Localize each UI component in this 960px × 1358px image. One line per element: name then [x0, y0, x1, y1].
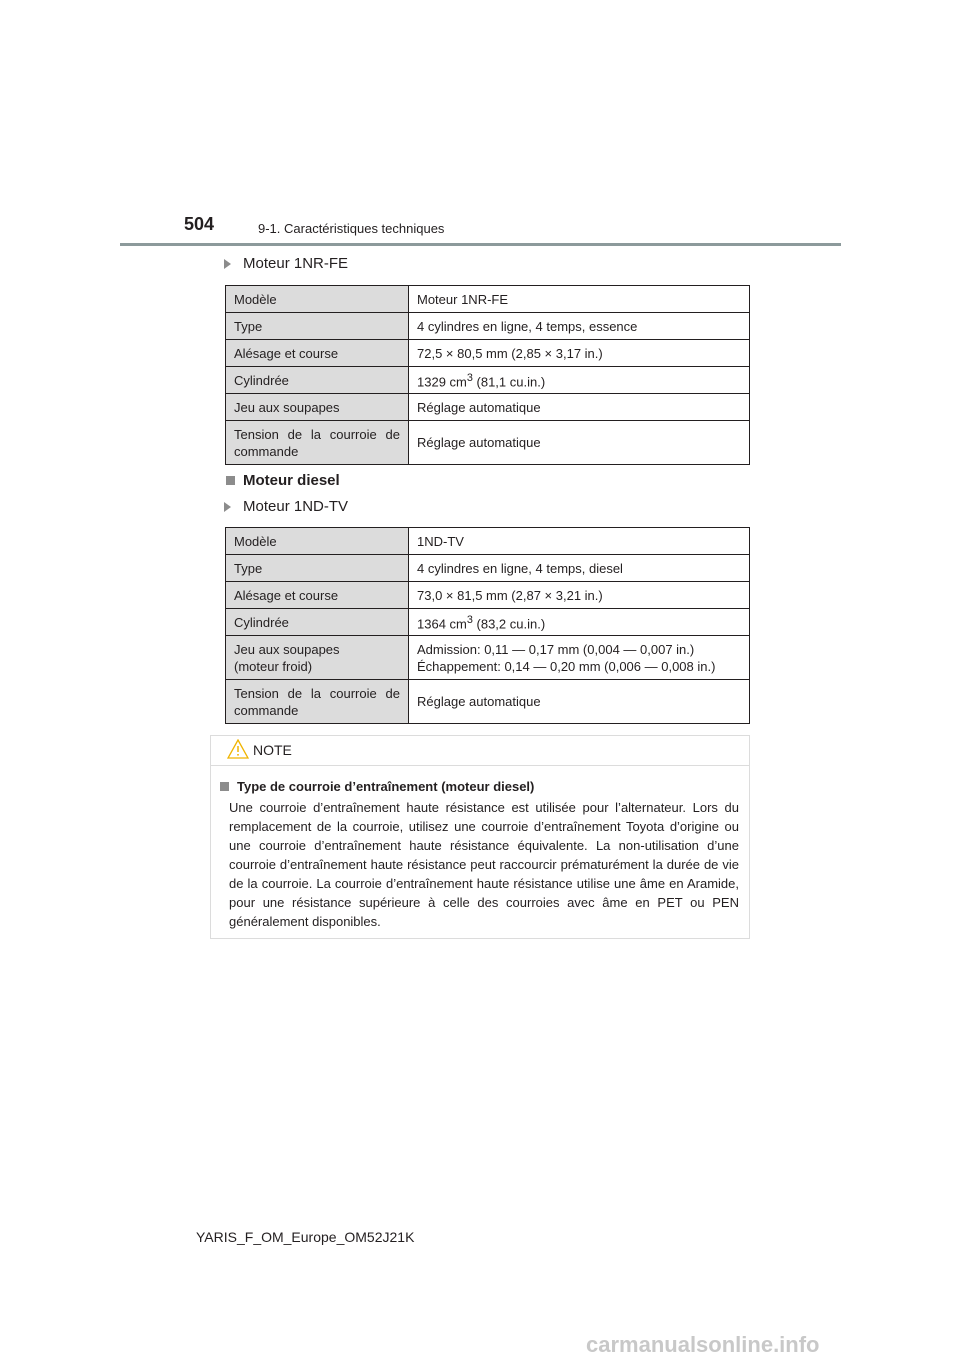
subheading-1nd-text: Moteur 1ND-TV: [243, 498, 349, 515]
row-label: Cylindrée: [226, 367, 409, 394]
row-label: [226, 421, 409, 465]
triangle-bullet-icon: [224, 502, 231, 512]
subheading-1nr: [224, 255, 348, 272]
row-value-line-2: Échappement: 0,14 — 0,20 mm (0,006 — 0,008 in.): [417, 658, 716, 674]
row-label-line-1: Jeu aux soupapes: [234, 641, 340, 657]
row-value: [409, 636, 750, 680]
spec-table-1nr: [225, 285, 750, 465]
value-main: 1329 cm: [417, 374, 467, 390]
heading-diesel-text: Moteur diesel: [243, 472, 340, 489]
table-row: [226, 421, 750, 465]
subheading-1nd: [224, 498, 348, 515]
table-row: [226, 313, 750, 340]
heading-diesel: [226, 472, 340, 489]
row-value: Réglage automatique: [409, 394, 750, 421]
row-label: Type: [226, 313, 409, 340]
row-value: 1ND-TV: [409, 528, 750, 555]
row-label: Modèle: [226, 528, 409, 555]
square-bullet-icon: [226, 476, 235, 485]
row-value-line-1: Admission: 0,11 — 0,17 mm (0,004 — 0,007 in.): [417, 641, 695, 657]
note-label: NOTE: [253, 742, 292, 758]
value-superscript: 3: [466, 372, 473, 384]
row-label-line-2: commande: [234, 443, 299, 459]
note-title: [220, 779, 534, 794]
row-value: Réglage automatique: [409, 680, 750, 724]
footer-code: YARIS_F_OM_Europe_OM52J21K: [196, 1229, 415, 1245]
row-label: Jeu aux soupapes: [226, 394, 409, 421]
watermark: carmanualsonline.info: [586, 1332, 820, 1357]
row-label-line-1: Tension de la courroie de: [234, 426, 400, 442]
row-value: Réglage automatique: [409, 421, 750, 465]
table-row: [226, 367, 750, 394]
row-label-line-2: (moteur froid): [234, 658, 313, 674]
table-row: [226, 528, 750, 555]
row-value: 4 cylindres en ligne, 4 temps, diesel: [409, 555, 750, 582]
table-row: [226, 286, 750, 313]
note-body: Une courroie d’entraînement haute résistance est utilisée pour l’alternateur. Lors du remplacement de la courroie, utilisez une courroie d’entraînement Toyota d’origine ou une courroie d’entraînement haute résistance équivalente. La non-utilisation d’une courroie d’entraînement haute résistance peut raccourcir prématurément la durée de vie de la courroie. La courroie d’entraînement haute résistance utilise une âme en Aramide, pour une résistance supérieure à celle des courroies avec âme en PET ou PEN généralement disponibles.: [229, 800, 739, 929]
row-label: Alésage et course: [226, 582, 409, 609]
section-title: 9-1. Caractéristiques techniques: [258, 221, 445, 236]
value-superscript: 3: [466, 614, 473, 626]
row-label: Alésage et course: [226, 340, 409, 367]
table-row: [226, 394, 750, 421]
note-header: [211, 736, 749, 766]
spec-table-1nd: [225, 527, 750, 724]
row-label: [226, 636, 409, 680]
row-value: 4 cylindres en ligne, 4 temps, essence: [409, 313, 750, 340]
table-row: [226, 555, 750, 582]
row-value: 73,0 × 81,5 mm (2,87 × 3,21 in.): [409, 582, 750, 609]
warning-icon: [227, 739, 249, 759]
table-row: [226, 680, 750, 724]
row-value: [409, 609, 750, 636]
header-rule: [120, 243, 841, 246]
row-value: [409, 367, 750, 394]
note-title-text: Type de courroie d’entraînement (moteur diesel): [237, 779, 535, 794]
value-suffix: (83,2 cu.in.): [472, 616, 546, 632]
note-box: [210, 735, 750, 939]
value-main: 1364 cm: [417, 616, 467, 632]
table-row: [226, 636, 750, 680]
table-row: [226, 340, 750, 367]
row-label-line-1: Tension de la courroie de: [234, 685, 400, 701]
square-bullet-icon: [220, 782, 229, 791]
triangle-bullet-icon: [224, 259, 231, 269]
row-value: 72,5 × 80,5 mm (2,85 × 3,17 in.): [409, 340, 750, 367]
row-label: Cylindrée: [226, 609, 409, 636]
row-label: Modèle: [226, 286, 409, 313]
page-number: 504: [184, 214, 215, 234]
row-label: Type: [226, 555, 409, 582]
table-row: [226, 582, 750, 609]
row-value: Moteur 1NR-FE: [409, 286, 750, 313]
row-label-line-2: commande: [234, 702, 299, 718]
table-row: [226, 609, 750, 636]
subheading-1nr-text: Moteur 1NR-FE: [243, 255, 349, 272]
value-suffix: (81,1 cu.in.): [472, 374, 546, 390]
row-label: [226, 680, 409, 724]
